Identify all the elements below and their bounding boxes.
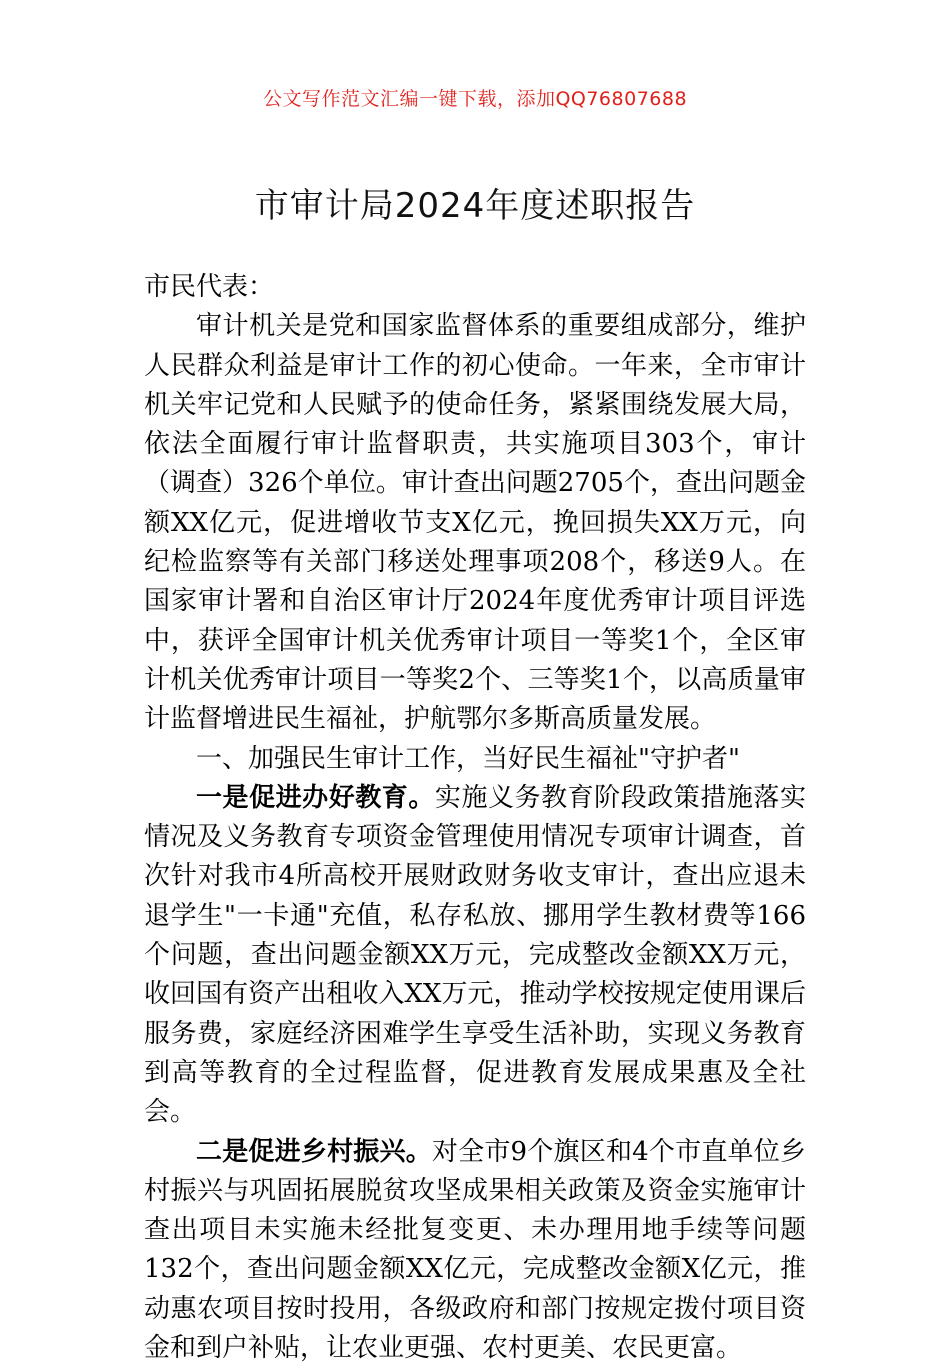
header-note: 公文写作范文汇编一键下载，添加QQ76807688: [262, 88, 688, 110]
paragraph-lead: 一是促进办好教育。: [196, 782, 435, 813]
paragraph-lead: 二是促进乡村振兴。: [196, 1136, 432, 1167]
paragraph-text: 对全市9个旗区和4个市直单位乡村振兴与巩固拓展脱贫攻坚成果相关政策及资金实施审计查出项目未实施未经批复变更、未办理用地手续等问题132个，查出问题金额XX亿元，完成整改金额X亿元，推动惠农项目按时投用，各级政府和部门按规定拨付项目资金和到户补贴，让农业更强、农村更美、农民更富。: [144, 1136, 806, 1364]
paragraph-text: 实施义务教育阶段政策措施落实情况及义务教育专项资金管理使用情况专项审计调查，首次针对我市4所高校开展财政财务收支审计，查出应退未退学生"一卡通"充值，私存私放、挪用学生教材费等166个问题，查出问题金额XX万元，完成整改金额XX万元，收回国有资产出租收入XX万元，推动学校按规定使用课后服务费，家庭经济困难学生享受生活补助，实现义务教育到高等教育的全过程监督，促进教育发展成果惠及全社会。: [144, 782, 806, 1128]
section-heading: 一、加强民生审计工作，当好民生福祉"守护者": [196, 743, 740, 774]
paragraph-education: [144, 779, 806, 1133]
document-body: [144, 268, 806, 1368]
page-title: 市审计局2024年度述职报告: [254, 186, 696, 226]
greeting: 市民代表：: [144, 272, 275, 302]
paragraph-rural: [144, 1133, 806, 1368]
intro-paragraph: 审计机关是党和国家监督体系的重要组成部分，维护人民群众利益是审计工作的初心使命。一年来，全市审计机关牢记党和人民赋予的使命任务，紧紧围绕发展大局，依法全面履行审计监督职责，共实施项目303个，审计（调查）326个单位。审计查出问题2705个，查出问题金额XX亿元，促进增收节支X亿元，挽回损失XX万元，向纪检监察等有关部门移送处理事项208个，移送9人。在国家审计署和自治区审计厅2024年度优秀审计项目评选中，获评全国审计机关优秀审计项目一等奖1个，全区审计机关优秀审计项目一等奖2个、三等奖1个，以高质量审计监督增进民生福祉，护航鄂尔多斯高质量发展。: [144, 311, 806, 735]
